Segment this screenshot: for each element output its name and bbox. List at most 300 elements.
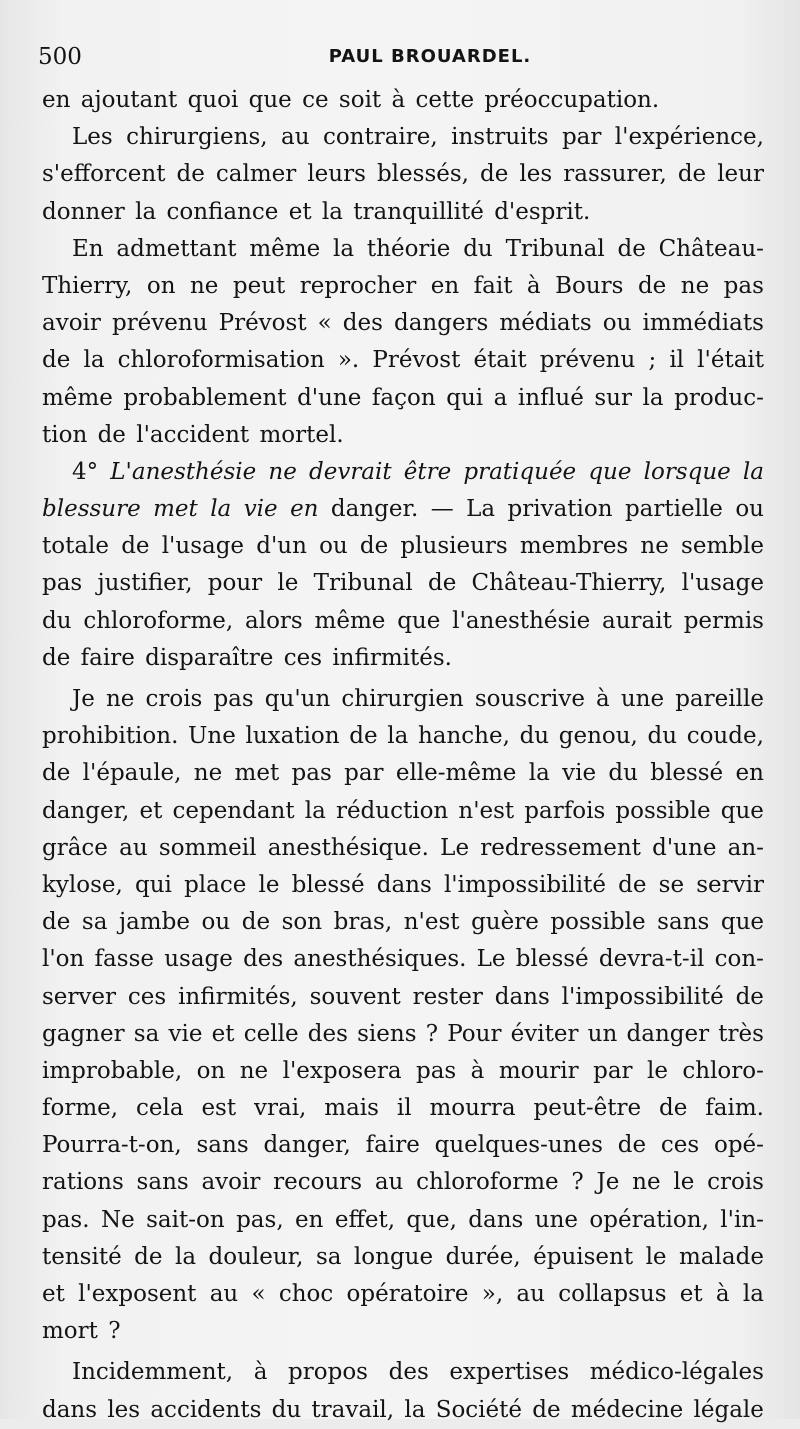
- word: produc-: [674, 384, 764, 411]
- word: ou: [319, 533, 348, 560]
- word: parfois: [524, 797, 606, 824]
- text-line: [42, 231, 764, 268]
- word: même: [249, 235, 321, 262]
- word: ne: [640, 533, 669, 560]
- word: ne: [193, 760, 223, 787]
- word: même: [314, 607, 386, 634]
- word: sans: [136, 1169, 189, 1196]
- word: l'exposera: [282, 1057, 402, 1084]
- text-line: [42, 1313, 764, 1350]
- text-line: [42, 1090, 764, 1127]
- word: blessé: [291, 871, 365, 898]
- word: réduction: [335, 797, 449, 824]
- word: grâce: [42, 834, 108, 861]
- word: crois: [145, 686, 203, 712]
- text-line: [42, 867, 764, 904]
- word: même: [42, 384, 113, 411]
- word: à: [715, 1281, 730, 1307]
- word: il: [669, 347, 685, 374]
- word: ne: [189, 272, 219, 299]
- word: sa: [133, 1020, 160, 1047]
- word: au: [516, 1281, 545, 1307]
- word: l'accident: [136, 421, 250, 448]
- word: jambe: [118, 909, 190, 936]
- word: avoir: [201, 1169, 261, 1196]
- text-line: [42, 491, 764, 528]
- word: par: [344, 760, 384, 787]
- word: choc: [278, 1281, 334, 1307]
- word: préoccupation.: [484, 87, 660, 113]
- text-line: [42, 528, 764, 565]
- word: ne: [105, 686, 135, 712]
- word: était: [473, 347, 527, 374]
- word: donner: [42, 198, 125, 225]
- word: danger: [626, 1020, 710, 1047]
- word: en: [290, 496, 319, 523]
- word: qu'un: [264, 686, 331, 712]
- word: ne: [268, 458, 297, 485]
- word: ces: [127, 983, 167, 1010]
- text-line: [42, 830, 764, 867]
- word: con-: [714, 946, 764, 973]
- word: fait: [473, 272, 513, 299]
- word: anesthésiques.: [293, 946, 467, 973]
- word: aurait: [602, 607, 672, 634]
- word: recours: [273, 1169, 363, 1196]
- word: semble: [681, 533, 764, 560]
- word: Pourra-t-on,: [42, 1132, 182, 1159]
- word: prévenu: [111, 310, 208, 337]
- word: server: [42, 983, 117, 1010]
- word: de: [532, 1396, 561, 1423]
- word: propos: [288, 1359, 368, 1386]
- text-line: [42, 904, 764, 941]
- word: tion: [42, 421, 88, 448]
- word: «: [317, 310, 332, 337]
- word: Bours: [555, 272, 624, 299]
- word: disparaître: [145, 644, 274, 671]
- word: bras,: [333, 909, 393, 936]
- word: le: [646, 1057, 668, 1084]
- word: le: [645, 1243, 667, 1270]
- word: de: [42, 644, 71, 671]
- word: usage: [164, 946, 233, 973]
- word: Thierry,: [42, 272, 133, 299]
- word: en: [295, 1206, 324, 1233]
- word: vie: [562, 760, 597, 787]
- word: se: [658, 871, 685, 898]
- word: de: [735, 983, 764, 1010]
- word: au: [374, 1169, 404, 1196]
- word: de: [618, 871, 647, 898]
- word: crois: [707, 1169, 764, 1196]
- word: infirmités,: [178, 983, 298, 1010]
- word: un: [587, 1020, 618, 1047]
- word: ou: [735, 496, 764, 523]
- word: dans: [494, 983, 550, 1010]
- word: le: [673, 1169, 695, 1196]
- word: du: [42, 607, 72, 634]
- word: pas: [723, 272, 764, 299]
- word: des: [243, 946, 284, 973]
- word: elle-même: [395, 760, 517, 787]
- word: la: [321, 198, 343, 225]
- running-head: PAUL BROUARDEL.: [328, 46, 532, 67]
- word: influé: [517, 384, 584, 411]
- word: pas.: [42, 1206, 90, 1233]
- word: met: [234, 760, 280, 787]
- word: redressement: [480, 834, 641, 861]
- word: l'épaule,: [82, 760, 182, 787]
- word: accidents: [150, 1396, 262, 1423]
- word: le: [258, 871, 280, 898]
- text-line: [42, 342, 764, 379]
- word: prévenu: [539, 347, 636, 374]
- word: pas: [42, 570, 83, 597]
- word: sa: [315, 1243, 342, 1270]
- word: opération,: [589, 1206, 709, 1233]
- word: Tribunal: [313, 570, 413, 597]
- word: en: [735, 760, 764, 787]
- word: celle: [243, 1020, 299, 1047]
- word: ».: [337, 347, 360, 374]
- word: dans: [468, 1206, 524, 1233]
- word: calmer: [215, 161, 297, 188]
- word: a: [493, 384, 508, 411]
- word: de: [677, 161, 707, 188]
- word: effet,: [334, 1206, 396, 1233]
- word: chloro-: [682, 1057, 764, 1084]
- word: la: [642, 384, 664, 411]
- word: servir: [696, 871, 764, 898]
- word: une: [620, 686, 665, 712]
- word: ajoutant: [80, 87, 178, 113]
- word: pas: [291, 760, 332, 787]
- word: par: [593, 1057, 633, 1084]
- word: de: [97, 421, 126, 448]
- word: façon: [371, 384, 436, 411]
- word: justifier,: [97, 570, 193, 597]
- word: ne: [680, 272, 710, 299]
- word: il: [396, 1095, 412, 1122]
- word: faim.: [705, 1095, 764, 1122]
- word: quelques-unes: [434, 1132, 603, 1159]
- word: improbable,: [42, 1057, 183, 1084]
- word: à: [391, 87, 406, 113]
- word: peut: [232, 272, 286, 299]
- word: médico-légales: [589, 1359, 764, 1386]
- word: opé-: [713, 1132, 764, 1159]
- word: quoi: [187, 87, 239, 113]
- word: fasse: [94, 946, 154, 973]
- word: la: [304, 797, 326, 824]
- word: ou: [201, 909, 231, 936]
- text-line: [42, 454, 764, 491]
- word: l'impossibilité: [443, 871, 606, 898]
- word: prohibition.: [42, 723, 179, 750]
- word: qui: [446, 384, 484, 411]
- text-line: [42, 417, 764, 454]
- word: reprocher: [299, 272, 417, 299]
- word: ?: [571, 1169, 584, 1196]
- word: pas: [213, 686, 254, 712]
- word: théorie: [366, 235, 451, 262]
- word: d'une: [297, 384, 362, 411]
- word: médecine: [570, 1396, 684, 1423]
- word: confiance: [166, 198, 279, 225]
- word: de: [134, 1243, 163, 1270]
- word: lorsque: [643, 458, 731, 485]
- word: »,: [481, 1281, 504, 1307]
- word: que: [720, 797, 764, 824]
- word: à: [253, 1359, 268, 1386]
- word: n'est: [458, 797, 515, 824]
- word: Je: [596, 1169, 620, 1196]
- word: possible: [550, 909, 646, 936]
- word: chloroforme: [416, 1169, 559, 1196]
- word: la: [528, 760, 550, 787]
- word: que: [720, 909, 764, 936]
- word: ces: [660, 1132, 700, 1159]
- word: douleur,: [208, 1243, 304, 1270]
- word: Je: [72, 686, 95, 712]
- word: de: [617, 1132, 647, 1159]
- text-line: [42, 194, 764, 231]
- text-line: [42, 305, 764, 342]
- word: Tribunal: [505, 235, 605, 262]
- word: gagner: [42, 1020, 125, 1047]
- word: Le: [440, 834, 470, 861]
- word: devra-t-il: [598, 946, 705, 973]
- word: que: [248, 87, 292, 113]
- text-line: [42, 82, 764, 119]
- word: par: [561, 124, 602, 151]
- word: l'exposent: [78, 1281, 197, 1307]
- text-line: [42, 1053, 764, 1090]
- word: Société: [435, 1396, 522, 1423]
- word: Pour: [447, 1020, 502, 1047]
- word: chloroforme,: [83, 607, 234, 634]
- word: mourir: [498, 1057, 579, 1084]
- word: de: [42, 909, 71, 936]
- word: rations: [42, 1169, 124, 1196]
- word: —: [430, 496, 454, 523]
- word: soit: [338, 87, 382, 113]
- word: à: [526, 272, 541, 299]
- word: Les: [72, 124, 113, 151]
- word: chirurgien: [341, 686, 464, 712]
- word: Une: [188, 723, 236, 750]
- word: leurs: [307, 161, 366, 188]
- word: souscrive: [474, 686, 585, 712]
- page-number: 500: [38, 44, 82, 70]
- word: à: [596, 686, 610, 712]
- word: sait-on: [146, 1206, 225, 1233]
- word: ?: [108, 1318, 121, 1345]
- word: leur: [717, 161, 764, 188]
- word: ces: [283, 644, 322, 671]
- word: coude,: [686, 723, 764, 750]
- word: pareille: [675, 686, 764, 712]
- word: danger.: [330, 496, 419, 523]
- word: ;: [648, 347, 657, 374]
- word: de: [349, 723, 378, 750]
- word: cela: [135, 1095, 184, 1122]
- word: En: [72, 235, 104, 262]
- text-line: [42, 718, 764, 755]
- text-line: [42, 268, 764, 305]
- word: chirurgiens,: [126, 124, 268, 151]
- word: des: [307, 1020, 348, 1047]
- word: anesthésique.: [267, 834, 429, 861]
- word: mourra: [429, 1095, 516, 1122]
- word: au: [119, 834, 148, 861]
- word: Prévost: [372, 347, 461, 374]
- word: éviter: [510, 1020, 579, 1047]
- word: de: [480, 161, 509, 188]
- word: sans: [657, 909, 710, 936]
- word: blessure: [42, 496, 141, 523]
- text-line: [42, 1164, 764, 1201]
- word: alors: [245, 607, 303, 634]
- word: de: [42, 347, 71, 374]
- word: blessé: [515, 946, 589, 973]
- text-line: [42, 1202, 764, 1239]
- word: admettant: [116, 235, 237, 262]
- word: à: [470, 1057, 485, 1084]
- word: danger,: [42, 797, 130, 824]
- word: mortel.: [259, 421, 344, 448]
- text-line: [42, 681, 764, 718]
- word: rassurer,: [563, 161, 667, 188]
- word: probablement: [123, 384, 287, 411]
- word: collapsus: [558, 1281, 667, 1307]
- word: expertises: [449, 1359, 570, 1386]
- text-line: [42, 755, 764, 792]
- word: est: [201, 1095, 237, 1122]
- word: sommeil: [158, 834, 257, 861]
- word: du: [271, 1396, 302, 1423]
- text-line: [42, 603, 764, 640]
- word: travail,: [311, 1396, 395, 1423]
- word: du: [608, 760, 638, 787]
- word: 4°: [72, 458, 99, 485]
- word: pratiquée: [463, 458, 577, 485]
- word: les: [107, 1396, 141, 1423]
- word: qui: [135, 871, 172, 898]
- word: la: [333, 235, 355, 262]
- word: et: [679, 1281, 703, 1307]
- word: le: [277, 570, 299, 597]
- word: kylose,: [42, 871, 123, 898]
- word: d'esprit.: [494, 198, 591, 225]
- word: que,: [406, 1206, 457, 1233]
- word: devrait: [308, 458, 392, 485]
- word: hanche,: [417, 723, 510, 750]
- word: épuisent: [533, 1243, 634, 1270]
- word: Incidemment,: [72, 1359, 234, 1386]
- word: des: [388, 1359, 429, 1386]
- word: instruits: [451, 124, 549, 151]
- word: d'un: [256, 533, 307, 560]
- word: totale: [42, 533, 110, 560]
- word: une: [534, 1206, 579, 1233]
- word: de: [617, 235, 646, 262]
- word: et: [288, 198, 312, 225]
- word: cette: [415, 87, 475, 113]
- word: mort: [42, 1318, 98, 1345]
- word: plusieurs: [400, 533, 508, 560]
- word: ou: [602, 310, 632, 337]
- word: l'expérience,: [614, 124, 764, 151]
- word: de: [637, 272, 667, 299]
- word: on: [146, 272, 176, 299]
- word: s'efforcent: [42, 161, 166, 188]
- word: an-: [727, 834, 764, 861]
- text-line: [42, 1276, 764, 1313]
- word: forme,: [42, 1095, 119, 1122]
- word: de: [359, 533, 389, 560]
- word: que: [588, 458, 632, 485]
- text-line: [42, 1392, 764, 1429]
- word: l'on: [42, 946, 85, 973]
- word: dans: [42, 1396, 98, 1423]
- word: de: [176, 161, 205, 188]
- text-line: [42, 1016, 764, 1053]
- word: place: [184, 871, 247, 898]
- word: danger,: [263, 1132, 351, 1159]
- word: ?: [425, 1020, 439, 1047]
- text-line: [42, 380, 764, 417]
- word: membres: [519, 533, 629, 560]
- word: mais: [324, 1095, 379, 1122]
- word: dans: [376, 871, 432, 898]
- word: opératoire: [346, 1281, 469, 1307]
- text-line: [42, 119, 764, 156]
- word: vie: [168, 1020, 203, 1047]
- word: souvent: [309, 983, 401, 1010]
- word: la: [404, 1396, 426, 1423]
- text-line: [42, 941, 764, 978]
- word: au: [209, 1281, 239, 1307]
- word: de: [427, 570, 457, 597]
- word: permis: [683, 607, 764, 634]
- word: l'in-: [720, 1206, 764, 1233]
- page-header: [38, 44, 762, 76]
- word: la: [742, 458, 764, 485]
- text-line: [42, 565, 764, 602]
- word: la: [174, 1243, 197, 1270]
- word: immédiats: [642, 310, 764, 337]
- word: que: [397, 607, 441, 634]
- word: de: [659, 1095, 688, 1122]
- word: faire: [80, 644, 135, 671]
- word: sa: [81, 909, 108, 936]
- text-line: [42, 793, 764, 830]
- word: pas: [415, 1057, 457, 1084]
- word: de: [121, 533, 150, 560]
- word: la: [135, 198, 157, 225]
- word: contraire,: [322, 124, 438, 151]
- word: blessés,: [376, 161, 469, 188]
- word: du: [519, 723, 550, 750]
- word: la: [83, 347, 105, 374]
- word: malade: [679, 1243, 764, 1270]
- word: et: [211, 1020, 235, 1047]
- word: ce: [302, 87, 329, 113]
- word: pour: [207, 570, 263, 597]
- word: la: [210, 496, 232, 523]
